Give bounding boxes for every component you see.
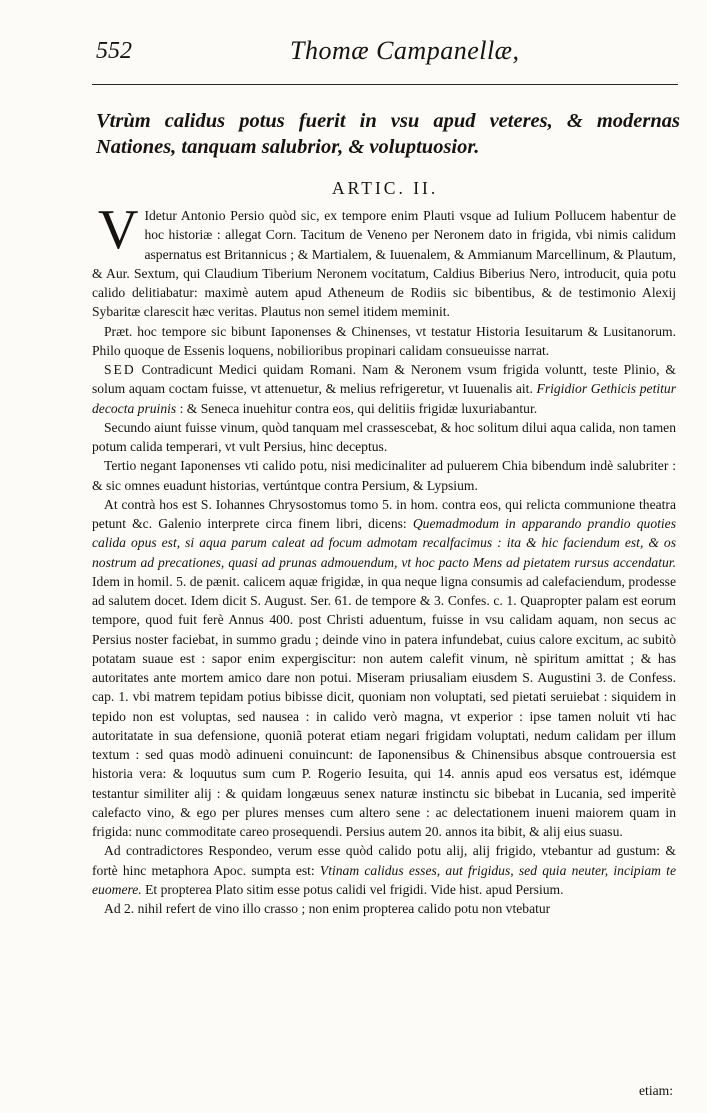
page-number: 552 — [96, 38, 132, 64]
paragraph-6-text-end: Idem in homil. 5. de pænit. calicem aquæ frigidæ, in qua neque ligna consumis ad calefaciendum, prodesse ad salutem docet. Idem dicit S. August. Ser. 61. de tempore & 3. Confes. c. 1. Quapropter palam est eorum tempore, quod fuit ferè Annus 400. post Christi aduentum, fuisse in vsu calidam aquam, non secus ac Persius noster faciebat, in summo gradu ; deinde vino in patera infundebat, cuius calore excitum, ac subitò potatam suaue est : sapor enim expergiscitur: non autem calefit vinum, nè spiritum amittat ; & has autoritates ante mortem amico dare non potui. Miseram priusaliam eiusdem S. Augustini 3. de Confess. cap. 1. vbi matrem tepidam potius bibisse dicit, quoniam non voluptati, sed pietati seruiebat : siquidem in tepido non est voluptas, sed nausea : in calido verò magna, vt experior : ipse tamen noluit vti hac autoritatate in sua defensione, quoniã poterat etiam negari frigidam voluptati, nedum calidam per illum textum : sed quas modò adinueni conuincunt: de Iaponensibus & Chinensibus absque controuersia est historia vera: & loquutus sum cum P. Rogerio Iesuita, qui 14. annis apud eos versatus est, idémque testantur similiter alij : & quidam longæuus senex naturæ instinctu sic bibebat in Lucania, sed imperitè calefacto vino, & ego per plures menses cum altero sene : ac delectationem inueni maiorem quam in frigida: nunc commoditate careo prosequendi. Persius autem 20. annos ita bibit, & alij eius suasu. — [92, 573, 676, 839]
paragraph-3 — [92, 360, 676, 418]
paragraph-3-text-end: : & Seneca inuehitur contra eos, qui delitiis frigidæ luxuriabantur. — [176, 400, 538, 416]
paragraph-2: Præt. hoc tempore sic bibunt Iaponenses & Chinenses, vt testatur Historia Iesuitarum & Lusitanorum. Philo quoque de Essenis loquens, nobilioribus propinari calidam consueuisse narrat. — [92, 323, 676, 358]
apocalypse-quote: Vtinam calidus esses, aut frigidus, sed quia neuter, incipiam te euomere. — [92, 862, 676, 897]
paragraph-7-text-end: Et propterea Plato sitim esse potus calidi vel frigidi. Vide hist. apud Persium. — [141, 881, 564, 897]
juvenal-quote: Frigidior Gethicis petitur decocta pruinis — [92, 381, 676, 416]
paragraph-1-text: Idetur Antonio Persio quòd sic, ex tempore enim Plauti vsque ad Iulium Pollucem habentur de hoc historiæ : allegat Corn. Tacitum de Veneno per Neronem dato in frigida, vbi nimis calidum aspernatus est Britannicus ; & Martialem, & Iuuenalem, & Ammianum Marcellinum, & Plautum, & Aur. Sextum, qui Claudium Tiberium Neronem vocitatum, Caldius Biberius Nero, introducit, quia potu calido delitiabatur: maximè autem apud Atheneum de Rodiis sic bibentibus, & de testimonio Alexij Sybaritæ clarescit hæc veritas. Plautus non semel itidem meminit. — [92, 208, 676, 320]
running-head: Thomæ Campanellæ, — [290, 36, 520, 65]
paragraph-7-text: Ad contradictores Respondeo, verum esse quòd calido potu alij, alij frigido, vtebantur ad gustum: & fortè hinc metaphora Apoc. sumpta est: — [92, 843, 676, 878]
article-heading: ARTIC. II. — [332, 178, 439, 198]
paragraph-6-text: At contrà hos est S. Iohannes Chrysostomus tomo 5. in hom. contra eos, qui relicta communione theatra petunt &c. Galenio interprete circa finem libri, dicens: — [92, 496, 676, 531]
paragraph-1 — [92, 199, 676, 322]
catchword: etiam: — [639, 1083, 673, 1098]
paragraph-5: Tertio negant Iaponenses vti calido potu, nisi medicinaliter ad puluerem Chia bibendum indè salubriter : & sic omnes euadunt historias, vertúntque contra Persium, & Lypsium. — [92, 458, 676, 493]
section-title: Vtrùm calidus potus fuerit in vsu apud veteres, & modernas Nationes, tanquam salubrior, & voluptuosior. — [96, 110, 680, 158]
drop-cap: V — [98, 199, 139, 261]
chrysostom-quote: Quemadmodum in apparando prandio quoties calida opus est, si aqua parum caleat ad focum admotam recalfacimus : ita & hic faciendum est, & os nostrum ad precationes, quasi ad prunas admouendum, vt hoc pacto Mens ad pietatem rursus accendatur. — [92, 516, 676, 570]
paragraph-7 — [92, 841, 676, 899]
paragraph-3-text: Contradicunt Medici quidam Romani. Nam & Neronem vsum frigida voluntt, teste Plinio, & solum aquam coctam fuisse, vt attenuetur, & melius refrigeretur, vt Iuuenalis ait. — [92, 362, 676, 397]
body-text — [92, 199, 676, 918]
paragraph-6 — [92, 495, 676, 842]
paragraph-8: Ad 2. nihil refert de vino illo crasso ; non enim propterea calido potu non vtebatur — [104, 901, 551, 916]
paragraph-4: Secundo aiunt fuisse vinum, quòd tanquam mel crassescebat, & hoc solitum dilui aqua calida, non tamen potum calida temperari, vt vult Persius, hinc deceptus. — [92, 419, 676, 454]
paragraph-3-lead-word: SED — [104, 362, 136, 377]
header-rule — [92, 84, 678, 85]
